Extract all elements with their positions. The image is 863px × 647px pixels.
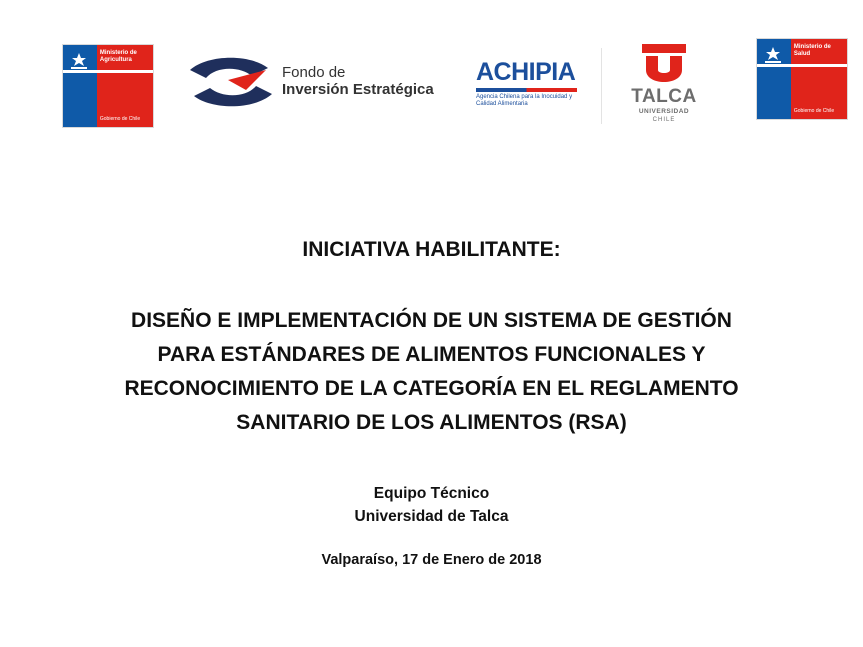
- document-title: [0, 304, 863, 440]
- fie-name-line2: Inversión Estratégica: [282, 81, 434, 98]
- team-label: Equipo Técnico: [373, 485, 490, 502]
- achipia-subtitle: Agencia Chilena para la Inocuidad y Calidad Alimentaria: [476, 94, 573, 107]
- chile-crest-icon: [68, 51, 90, 71]
- technical-team: [0, 482, 863, 528]
- talca-country: CHILE: [652, 117, 676, 123]
- government-name: Gobierno de Chile: [99, 116, 141, 122]
- talca-u-icon: [642, 44, 686, 84]
- ministry-name: Ministerio de Salud: [793, 44, 831, 57]
- title-line-2: PARA ESTÁNDARES DE ALIMENTOS FUNCIONALES Y: [157, 343, 706, 366]
- talca-university: UNIVERSIDAD: [638, 108, 690, 115]
- achipia-logo: [476, 58, 584, 114]
- ministry-name: Ministerio de Agricultura: [99, 50, 137, 63]
- place-and-date: Valparaíso, 17 de Enero de 2018: [321, 552, 542, 568]
- fie-name-line1: Fondo de: [282, 64, 346, 81]
- ministerio-salud-logo: [756, 38, 848, 120]
- talca-name: TALCA: [631, 86, 697, 107]
- universidad-talca-logo: [628, 44, 700, 128]
- title-line-4: SANITARIO DE LOS ALIMENTOS (RSA): [236, 411, 627, 434]
- achipia-title: ACHIPIA: [476, 58, 576, 86]
- team-organization: Universidad de Talca: [354, 508, 509, 525]
- document-heading: INICIATIVA HABILITANTE:: [302, 238, 561, 261]
- logo-divider: [601, 48, 602, 124]
- chile-crest-icon: [762, 45, 784, 65]
- fie-swoosh-icon: [188, 56, 274, 108]
- government-name: Gobierno de Chile: [793, 108, 835, 114]
- title-line-1: DISEÑO E IMPLEMENTACIÓN DE UN SISTEMA DE GESTIÓN: [131, 309, 732, 332]
- ministerio-agricultura-logo: [62, 44, 154, 128]
- achipia-color-bar: [476, 88, 577, 92]
- title-line-3: RECONOCIMIENTO DE LA CATEGORÍA EN EL REGLAMENTO: [124, 377, 739, 400]
- fondo-inversion-estrategica-logo: [188, 56, 450, 108]
